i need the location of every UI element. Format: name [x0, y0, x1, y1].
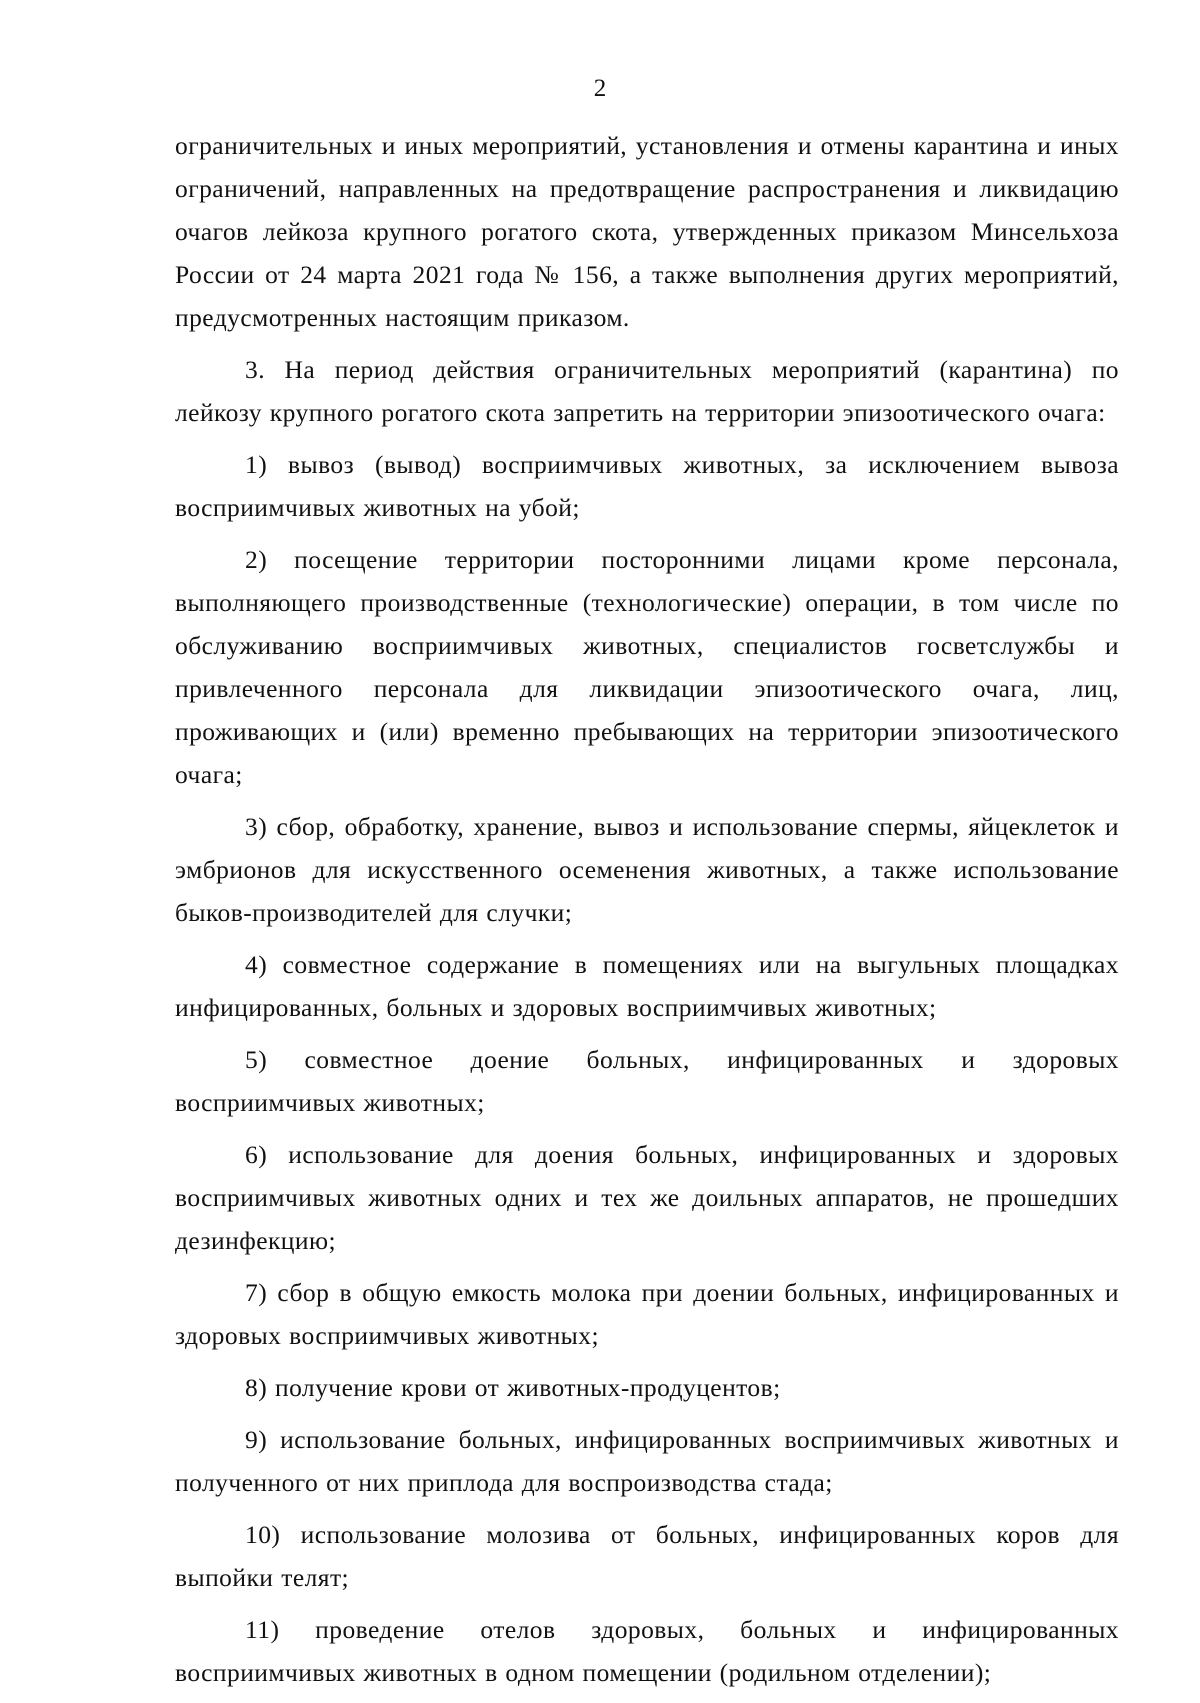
list-item-5: 5) совместное доение больных, инфицированных и здоровых восприимчивых животных;	[175, 1045, 1119, 1117]
list-item-7: 7) сбор в общую емкость молока при доении больных, инфицированных и здоровых восприимчивых животных;	[175, 1278, 1119, 1350]
list-item-8: 8) получение крови от животных-продуцентов;	[245, 1373, 781, 1402]
paragraph-continuation: ограничительных и иных мероприятий, установления и отмены карантина и иных ограничений, направленных на предотвращение распространения и ликвидацию очагов лейкоза крупного рогатого скота, утвержденных приказом Минсельхоза России от 24 марта 2021 года № 156, а также выполнения других мероприятий, предусмотренных настоящим приказом.	[175, 131, 1119, 332]
list-item-10: 10) использование молозива от больных, инфицированных коров для выпойки телят;	[175, 1520, 1119, 1592]
list-item-4: 4) совместное содержание в помещениях или на выгульных площадках инфицированных, больных и здоровых восприимчивых животных;	[175, 950, 1119, 1022]
page-number: 2	[593, 75, 607, 102]
list-item-1: 1) вывоз (вывод) восприимчивых животных, за исключением вывоза восприимчивых животных на убой;	[175, 450, 1119, 522]
list-item-9: 9) использование больных, инфицированных восприимчивых животных и полученного от них приплода для воспроизводства стада;	[175, 1425, 1119, 1497]
document-body	[175, 124, 1119, 1703]
list-item-2: 2) посещение территории посторонними лицами кроме персонала, выполняющего производственные (технологические) операции, в том числе по обслуживанию восприимчивых животных, специалистов госветслужбы и привлеченного персонала для ликвидации эпизоотического очага, лиц, проживающих и (или) временно пребывающих на территории эпизоотического очага;	[175, 545, 1119, 789]
list-item-3: 3) сбор, обработку, хранение, вывоз и использование спермы, яйцеклеток и эмбрионов для искусственного осеменения животных, а также использование быков-производителей для случки;	[175, 812, 1119, 927]
list-item-6: 6) использование для доения больных, инфицированных и здоровых восприимчивых животных одних и тех же доильных аппаратов, не прошедших дезинфекцию;	[175, 1140, 1119, 1255]
paragraph-item-3: 3. На период действия ограничительных мероприятий (карантина) по лейкозу крупного рогатого скота запретить на территории эпизоотического очага:	[175, 355, 1119, 427]
list-item-11: 11) проведение отелов здоровых, больных и инфицированных восприимчивых животных в одном помещении (родильном отделении);	[175, 1615, 1119, 1687]
